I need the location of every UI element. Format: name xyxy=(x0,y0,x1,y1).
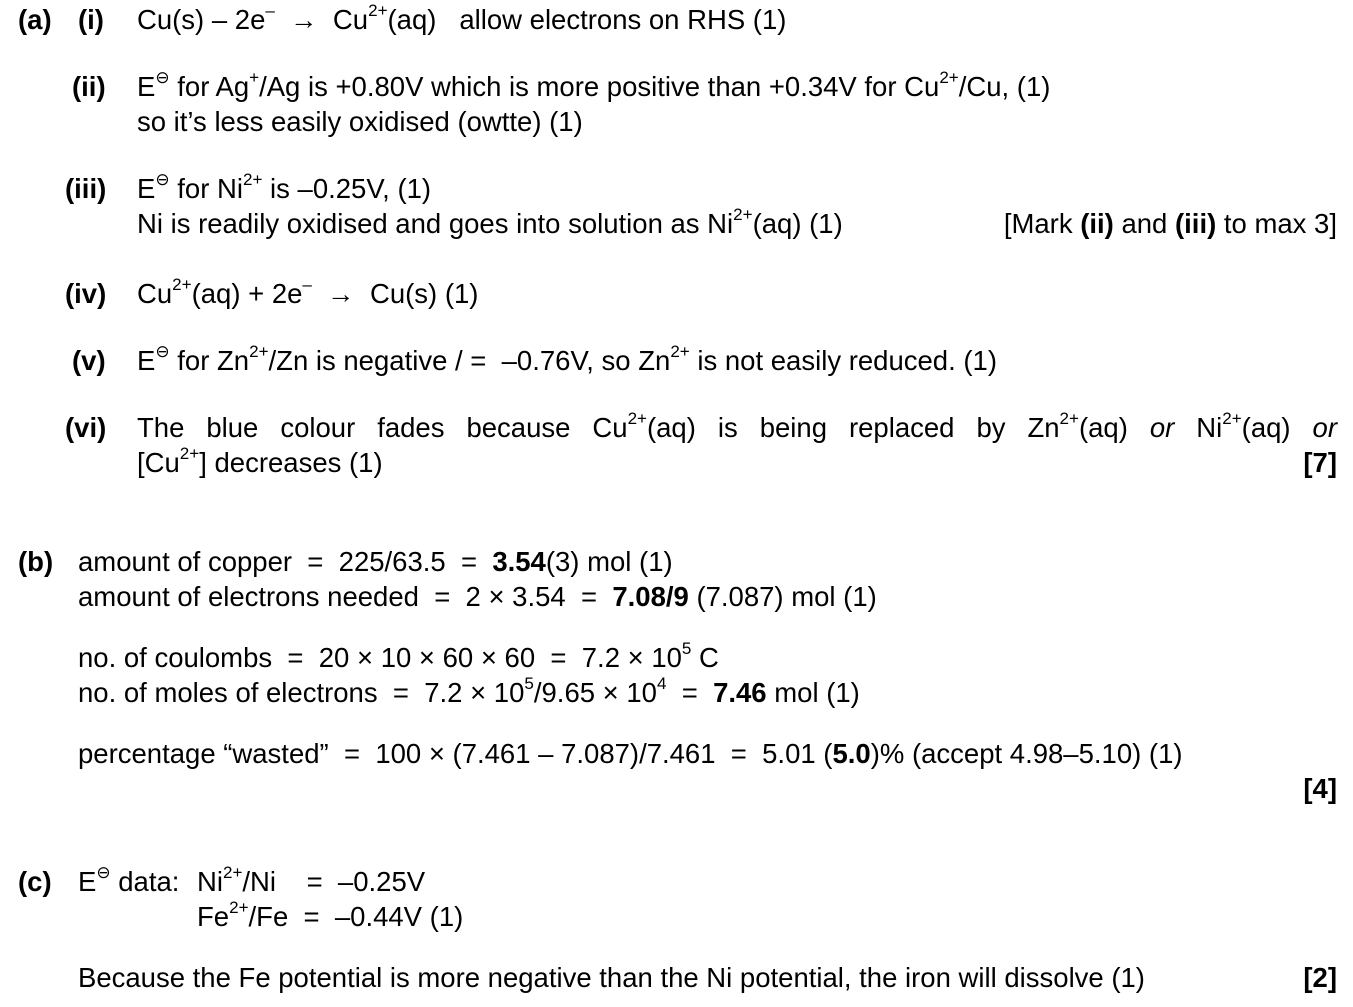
item-vi-text-1 xyxy=(137,411,1337,445)
vi-word: fades xyxy=(377,412,445,443)
item-iii-label: (iii) xyxy=(65,173,107,204)
vi-word: being xyxy=(759,412,827,443)
percentage-wasted: percentage “wasted” = 100 × (7.461 – 7.087)/7.461 = 5.01 (5.0)% (accept 4.98–5.10) (1) xyxy=(78,738,1183,769)
item-iii-text-2: Ni is readily oxidised and goes into solution as $Ni^{2+}(aq)$ (1) xyxy=(137,205,843,239)
item-ii-text-2: so it’s less easily oxidised (owtte) (1) xyxy=(137,106,583,137)
vi-word: $Ni^{2+}(aq)$ xyxy=(1196,409,1291,443)
part-c-marks: [2] xyxy=(1303,962,1337,993)
fe-potential: $Fe^{2+}/Fe = -0.44V$ (1) xyxy=(197,898,464,932)
item-i-label: (i) xyxy=(78,4,104,35)
item-iv-label: (iv) xyxy=(65,278,107,309)
mark-note: [Mark (ii) and (iii) to max 3] xyxy=(1003,208,1337,239)
item-iv-text: $Cu^{2+}(aq) + 2e^- \to Cu(s)$ (1) xyxy=(137,275,479,309)
moles-electrons: no. of moles of electrons = $7.2 \times 10^5/9.65 \times 10^4 = 7.46$ mol (1) xyxy=(78,674,860,708)
e-data-label: E⊖ data: xyxy=(78,863,180,897)
vi-word: replaced xyxy=(848,412,955,443)
copper-amount: amount of copper = 225/63.5 = 3.54(3) mol (1) xyxy=(78,546,673,577)
part-b-marks: [4] xyxy=(1303,773,1337,804)
vi-word: or xyxy=(1312,412,1337,443)
vi-word: $Zn^{2+}(aq)$ xyxy=(1027,409,1128,443)
vi-word: $Cu^{2+}(aq)$ xyxy=(592,409,696,443)
vi-word: blue xyxy=(206,412,259,443)
part-a-label: (a) xyxy=(18,4,52,35)
item-v-text: E⊖ for $Zn^{2+}/Zn$ is negative / = –0.76V, so $Zn^{2+}$ is not easily reduced. (1) xyxy=(137,342,997,376)
coulombs: no. of coulombs = $20 \times 10 \times 60 \times 60 = 7.2 \times 10^5$ C xyxy=(78,639,719,673)
conclusion: Because the Fe potential is more negative than the Ni potential, the iron will dissolve (1) xyxy=(78,962,1145,993)
part-b-label: (b) xyxy=(18,546,54,577)
item-ii-label: (ii) xyxy=(72,71,106,102)
item-i-text: $Cu(s) - 2e^- \to Cu^{2+}(aq)$ allow electrons on RHS (1) xyxy=(137,1,787,35)
vi-word: The xyxy=(137,412,185,443)
vi-word: by xyxy=(976,412,1006,443)
item-vi-label: (vi) xyxy=(65,412,107,443)
vi-word: is xyxy=(717,412,738,443)
item-vi-text-2: $[Cu^{2+}]$ decreases (1) xyxy=(137,444,383,478)
ni-potential: $Ni^{2+}/Ni$ = –0.25V xyxy=(197,863,426,897)
item-iii-text-1: E⊖ for $Ni^{2+}$ is –0.25V, (1) xyxy=(137,170,432,204)
electrons-needed: amount of electrons needed = 2 × 3.54 = 7.08/9 (7.087) mol (1) xyxy=(78,581,877,612)
item-v-label: (v) xyxy=(72,345,106,376)
vi-word: colour xyxy=(280,412,356,443)
vi-word: because xyxy=(466,412,571,443)
vi-word: or xyxy=(1149,412,1175,443)
part-a-marks: [7] xyxy=(1303,447,1337,478)
part-c-label: (c) xyxy=(18,866,52,897)
item-ii-text-1: E⊖ for Ag+/Ag is +0.80V which is more positive than +0.34V for $Cu^{2+}/Cu$, (1) xyxy=(137,68,1051,102)
